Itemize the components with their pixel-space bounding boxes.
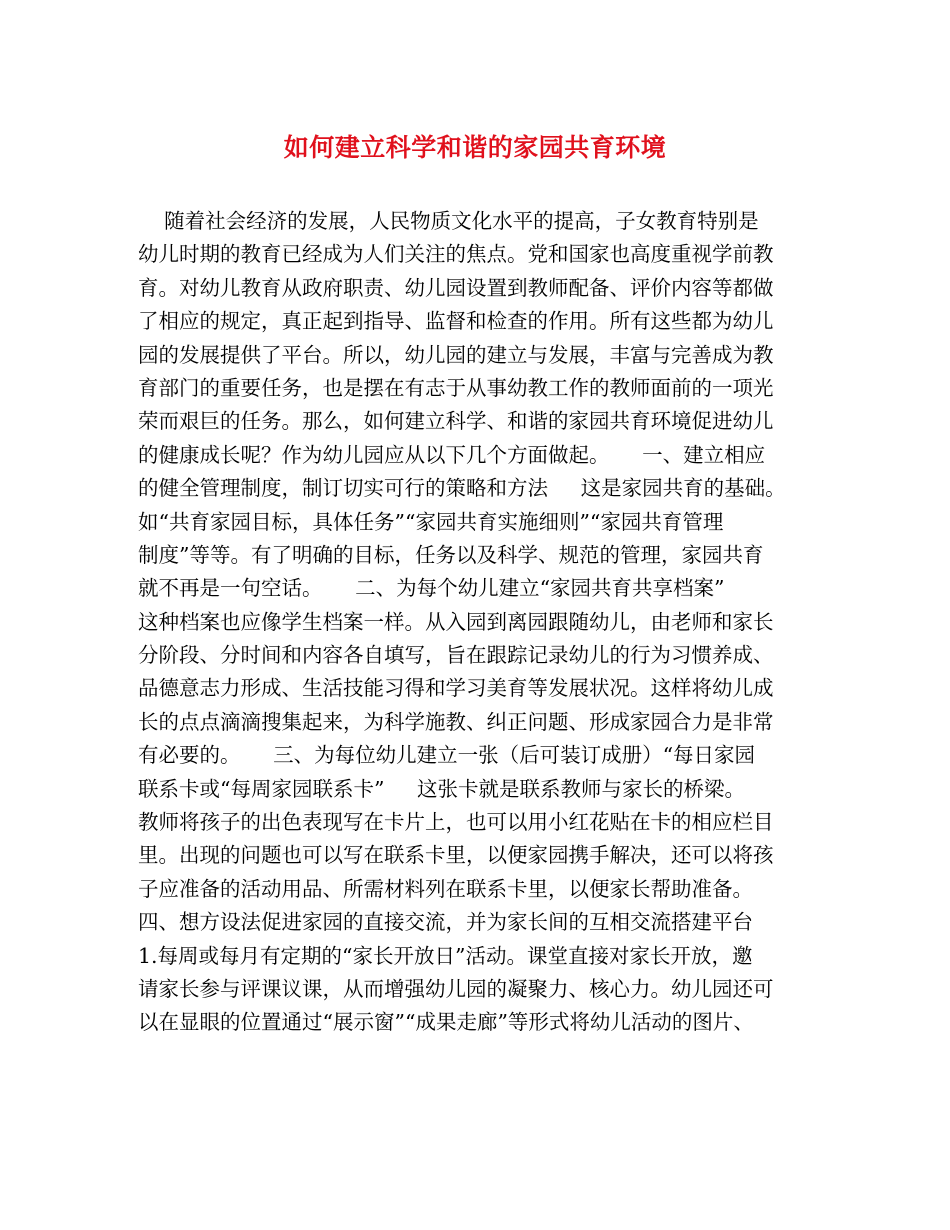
body-line: 长的点点滴滴搜集起来，为科学施教、纠正问题、形成家园合力是非常 <box>138 709 774 734</box>
body-line: 的健康成长呢？作为幼儿园应从以下几个方面做起。 一、建立相应 <box>138 442 766 467</box>
body-line: 就不再是一句空话。 二、为每个幼儿建立“家园共育共享档案” <box>138 576 725 601</box>
body-line: 荣而艰巨的任务。那么，如何建立科学、和谐的家园共育环境促进幼儿 <box>138 409 774 434</box>
body-line: 这种档案也应像学生档案一样。从入园到离园跟随幼儿，由老师和家长 <box>138 609 774 634</box>
body-line: 园的发展提供了平台。所以，幼儿园的建立与发展，丰富与完善成为教 <box>138 342 774 367</box>
document-body <box>138 205 828 1040</box>
body-line: 幼儿时期的教育已经成为人们关注的焦点。党和国家也高度重视学前教 <box>138 242 774 267</box>
document-title: 如何建立科学和谐的家园共育环境 <box>283 133 667 162</box>
body-line: 有必要的。 三、为每位幼儿建立一张（后可装订成册）“每日家园 <box>138 743 756 768</box>
body-line: 里。出现的问题也可以写在联系卡里，以便家园携手解决，还可以将孩 <box>138 843 774 868</box>
body-line: 制度”等等。有了明确的目标，任务以及科学、规范的管理，家园共育 <box>138 542 764 567</box>
body-line: 育部门的重要任务，也是摆在有志于从事幼教工作的教师面前的一项光 <box>138 375 774 400</box>
body-line: 分阶段、分时间和内容各自填写，旨在跟踪记录幼儿的行为习惯养成、 <box>138 643 774 668</box>
body-line: 了相应的规定，真正起到指导、监督和检查的作用。所有这些都为幼儿 <box>138 309 774 334</box>
body-line: 品德意志力形成、生活技能习得和学习美育等发展状况。这样将幼儿成 <box>138 676 774 701</box>
body-line: 四、想方设法促进家园的直接交流，并为家长间的互相交流搭建平台 <box>138 910 753 935</box>
body-line: 的健全管理制度，制订切实可行的策略和方法 这是家园共育的基础。 <box>138 476 786 501</box>
body-line: 育。对幼儿教育从政府职责、幼儿园设置到教师配备、评价内容等都做 <box>138 275 774 300</box>
body-line: 如“共育家园目标，具体任务”“家园共育实施细则”“家园共育管理 <box>138 509 724 534</box>
body-line: 以在显眼的位置通过“展示窗”“成果走廊”等形式将幼儿活动的图片、 <box>138 1010 754 1035</box>
body-line: 联系卡或“每周家园联系卡” 这张卡就是联系教师与家长的桥梁。 <box>138 776 746 801</box>
body-line: 教师将孩子的出色表现写在卡片上，也可以用小红花贴在卡的相应栏目 <box>138 810 774 835</box>
body-line: 1.每周或每月有定期的“家长开放日”活动。课堂直接对家长开放，邀 <box>138 943 753 968</box>
body-line: 子应准备的活动用品、所需材料列在联系卡里，以便家长帮助准备。 <box>138 876 753 901</box>
body-line: 请家长参与评课议课，从而增强幼儿园的凝聚力、核心力。幼儿园还可 <box>138 976 774 1001</box>
body-line: 随着社会经济的发展，人民物质文化水平的提高，子女教育特别是 <box>138 209 759 233</box>
